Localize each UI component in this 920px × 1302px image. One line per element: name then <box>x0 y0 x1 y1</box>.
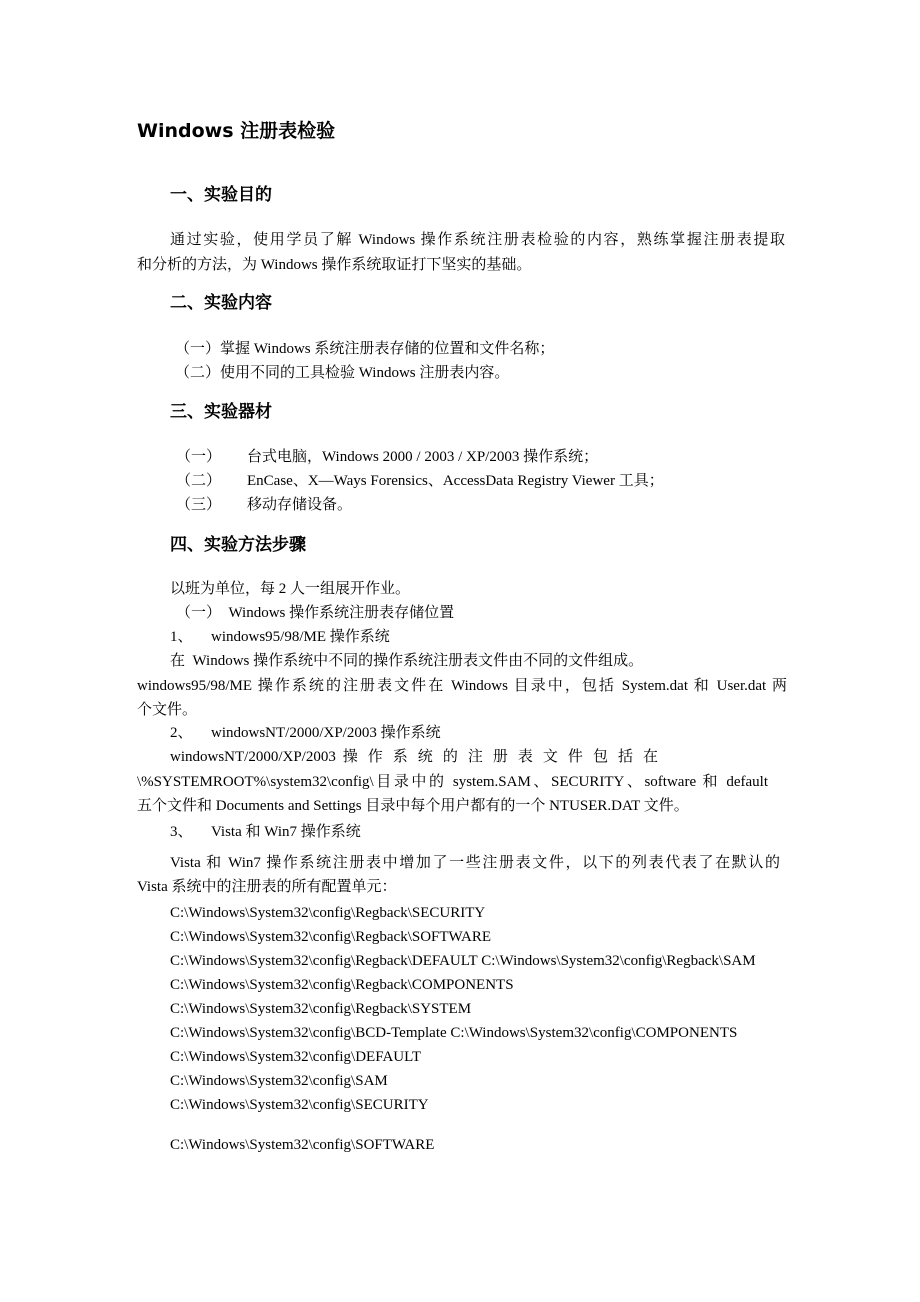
method-subsection-1: （一） Windows 操作系统注册表存储位置 <box>176 605 455 621</box>
step2-line3: 五个文件和 Documents and Settings 目录中每个用户都有的一个 NTUSER.DAT 文件。 <box>137 798 689 814</box>
content-item-2: （二）使用不同的工具检验 Windows 注册表内容。 <box>175 365 510 381</box>
step1-title: windows95/98/ME 操作系统 <box>211 629 390 645</box>
equipment-item-3-num: （三） <box>176 497 222 513</box>
step3-title: Vista 和 Win7 操作系统 <box>211 824 361 840</box>
registry-path: C:\Windows\System32\config\Regback\SECURITY <box>170 905 486 921</box>
registry-path: C:\Windows\System32\config\Regback\COMPONENTS <box>170 977 514 993</box>
registry-path: C:\Windows\System32\config\DEFAULT <box>170 1049 422 1065</box>
step2-number: 2、 <box>170 725 193 741</box>
step1-line1: 在 Windows 操作系统中不同的操作系统注册表文件由不同的文件组成。 <box>170 653 644 669</box>
equipment-item-2-text: EnCase、X—Ways Forensics、AccessData Registry Viewer 工具； <box>247 473 664 489</box>
step1-line3: 个文件。 <box>137 702 198 718</box>
step2-line1: windowsNT/2000/XP/2003 操 作 系 统 的 注 册 表 文 件 包 括 在 <box>170 749 658 765</box>
step3-line1: Vista 和 Win7 操作系统注册表中增加了一些注册表文件，以下的列表代表了在默认的 <box>170 855 780 871</box>
section-heading-equipment: 三、实验器材 <box>170 402 272 422</box>
registry-path: C:\Windows\System32\config\SAM <box>170 1073 388 1089</box>
purpose-paragraph-line2: 和分析的方法，为 Windows 操作系统取证打下坚实的基础。 <box>137 257 532 273</box>
registry-path: C:\Windows\System32\config\Regback\SOFTWARE <box>170 929 492 945</box>
step1-number: 1、 <box>170 629 193 645</box>
equipment-item-3-text: 移动存储设备。 <box>247 497 353 513</box>
step2-line2: \%SYSTEMROOT%\system32\config\目录中的 system.SAM、SECURITY、software 和 default <box>137 774 768 790</box>
equipment-item-1-text: 台式电脑，Windows 2000 / 2003 / XP/2003 操作系统； <box>247 449 599 465</box>
registry-path: C:\Windows\System32\config\Regback\SYSTEM <box>170 1001 472 1017</box>
registry-path: C:\Windows\System32\config\Regback\DEFAULT C:\Windows\System32\config\Regback\SAM <box>170 953 756 969</box>
step3-number: 3、 <box>170 824 193 840</box>
method-intro: 以班为单位，每 2 人一组展开作业。 <box>170 581 411 597</box>
document-title: Windows 注册表检验 <box>137 120 336 142</box>
step3-line2: Vista 系统中的注册表的所有配置单元： <box>137 879 397 895</box>
step2-title: windowsNT/2000/XP/2003 操作系统 <box>211 725 441 741</box>
content-item-1: （一）掌握 Windows 系统注册表存储的位置和文件名称； <box>175 341 555 357</box>
registry-path: C:\Windows\System32\config\BCD-Template C:\Windows\System32\config\COMPONENTS <box>170 1025 738 1041</box>
section-heading-method: 四、实验方法步骤 <box>170 535 306 555</box>
section-heading-content: 二、实验内容 <box>170 293 272 313</box>
equipment-item-1-num: （一） <box>176 449 222 465</box>
section-heading-purpose: 一、实验目的 <box>170 185 272 205</box>
purpose-paragraph-line1: 通过实验，使用学员了解 Windows 操作系统注册表检验的内容，熟练掌握注册表提取 <box>170 232 785 248</box>
registry-path: C:\Windows\System32\config\SOFTWARE <box>170 1137 435 1153</box>
equipment-item-2-num: （二） <box>176 473 222 489</box>
registry-path: C:\Windows\System32\config\SECURITY <box>170 1097 429 1113</box>
step1-line2: windows95/98/ME 操作系统的注册表文件在 Windows 目录中，包括 System.dat 和 User.dat 两 <box>137 678 787 694</box>
